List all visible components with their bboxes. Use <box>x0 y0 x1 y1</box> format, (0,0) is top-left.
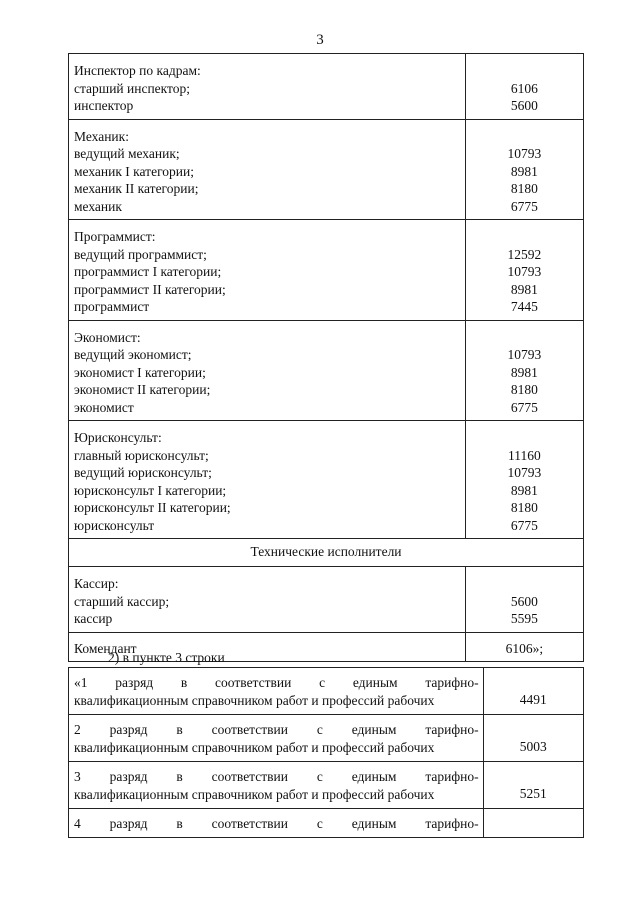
position-label: механик I категории; <box>74 163 194 179</box>
grades-table <box>68 667 584 838</box>
group-0-values <box>465 54 583 120</box>
salary-value: 8981 <box>510 482 538 498</box>
salary-table <box>68 53 584 662</box>
grade-line-2: квалификационным справочником работ и профессий рабочих <box>74 787 435 802</box>
grade-row <box>69 668 584 715</box>
group-4-row <box>69 421 584 539</box>
grade-value: 5003 <box>483 715 583 762</box>
position-label: механик II категории; <box>74 181 199 196</box>
group-0-heading: Инспектор по кадрам: <box>74 63 201 78</box>
position-label: ведущий программист; <box>74 246 207 262</box>
group-1-heading: Механик: <box>74 128 129 144</box>
position-label: старший кассир; <box>74 593 170 609</box>
salary-value: 6775 <box>510 517 538 533</box>
position-label: ведущий юрисконсульт; <box>74 465 212 480</box>
salary-value: 10793 <box>507 146 542 161</box>
group-3-heading: Экономист: <box>74 329 141 345</box>
salary-value: 5595 <box>510 611 538 626</box>
group-2-heading: Программист: <box>74 229 156 244</box>
position-label: главный юрисконсульт; <box>74 447 209 463</box>
grade-line-1: «1 разряд в соответствии с единым тарифно- <box>74 675 479 690</box>
group-1-row <box>69 119 584 220</box>
section-title: Технические исполнители <box>69 539 584 567</box>
salary-value: 10793 <box>507 264 542 279</box>
group-3-labels <box>69 320 466 421</box>
grade-row <box>69 809 584 838</box>
group-2-values <box>465 220 583 321</box>
grade-row <box>69 715 584 762</box>
grade-line-2: квалификационным справочником работ и профессий рабочих <box>74 740 435 755</box>
commandant-label: Комендант <box>69 632 466 661</box>
grade-line-1: 3 разряд в соответствии с единым тарифно- <box>74 769 479 784</box>
grade-line-1: 4 разряд в соответствии с единым тарифно- <box>74 816 479 831</box>
group-1-values <box>465 119 583 220</box>
position-label: ведущий экономист; <box>74 347 192 362</box>
grade-value: 5251 <box>483 762 583 809</box>
salary-value: 10793 <box>507 465 542 480</box>
salary-value: 10793 <box>507 347 542 362</box>
position-label: инспектор <box>74 98 134 113</box>
salary-value: 6775 <box>510 399 538 415</box>
grade-description <box>69 715 484 762</box>
salary-value: 5600 <box>510 98 538 113</box>
position-label: юрисконсульт <box>74 517 155 533</box>
salary-value: 7445 <box>510 299 538 314</box>
grade-row <box>69 762 584 809</box>
group-3-row <box>69 320 584 421</box>
position-label: ведущий механик; <box>74 146 180 161</box>
cashier-labels <box>69 567 466 633</box>
grade-description <box>69 809 484 838</box>
grade-description <box>69 668 484 715</box>
cashier-row <box>69 567 584 633</box>
position-label: экономист <box>74 399 134 415</box>
grade-value <box>483 809 583 838</box>
commandant-value: 6106»; <box>465 632 583 661</box>
position-label: программист I категории; <box>74 264 222 279</box>
salary-value: 12592 <box>507 246 542 262</box>
cashier-values <box>465 567 583 633</box>
position-label: экономист II категории; <box>74 382 211 397</box>
position-label: механик <box>74 198 122 214</box>
group-2-labels <box>69 220 466 321</box>
salary-value: 8180 <box>510 500 538 515</box>
salary-value: 6106 <box>510 80 538 96</box>
cashier-heading: Кассир: <box>74 576 119 591</box>
position-label: старший инспектор; <box>74 80 191 96</box>
position-label: программист II категории; <box>74 281 226 297</box>
position-label: юрисконсульт I категории; <box>74 482 227 498</box>
item-2-heading: 2) в пункте 3 строки <box>108 650 225 665</box>
group-4-heading: Юрисконсульт: <box>74 430 162 445</box>
group-3-values <box>465 320 583 421</box>
salary-value: 6775 <box>510 198 538 214</box>
salary-value: 8981 <box>510 364 538 380</box>
group-4-values <box>465 421 583 539</box>
grade-line-2: квалификационным справочником работ и профессий рабочих <box>74 693 435 708</box>
section-title-row <box>69 539 584 567</box>
position-label: юрисконсульт II категории; <box>74 500 231 515</box>
grade-value: 4491 <box>483 668 583 715</box>
salary-value: 8981 <box>510 281 538 297</box>
group-1-labels <box>69 119 466 220</box>
salary-value: 8981 <box>510 163 538 179</box>
salary-value: 8180 <box>510 382 538 397</box>
grade-description <box>69 762 484 809</box>
group-4-labels <box>69 421 466 539</box>
grade-line-1: 2 разряд в соответствии с единым тарифно- <box>74 722 479 737</box>
position-label: кассир <box>74 611 113 626</box>
group-0-row <box>69 54 584 120</box>
salary-value: 8180 <box>510 181 538 196</box>
page-number: 3 <box>316 32 324 48</box>
position-label: программист <box>74 299 150 314</box>
group-0-labels <box>69 54 466 120</box>
group-2-row <box>69 220 584 321</box>
position-label: экономист I категории; <box>74 364 206 380</box>
salary-value: 11160 <box>508 447 541 463</box>
salary-value: 5600 <box>510 593 538 609</box>
